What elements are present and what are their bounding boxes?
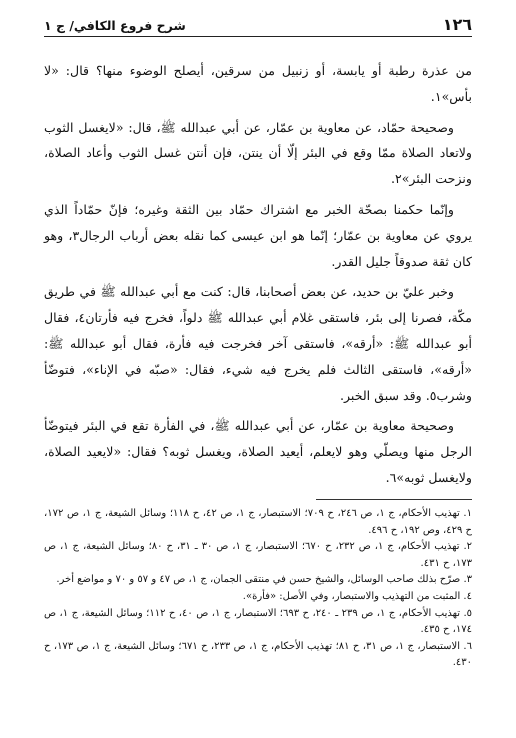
paragraph: وإنّما حكمنا بصحّة الخبر مع اشتراك حمّاد بين الثقة وغيره؛ فإنّ حمّاداً الذي يروي عن معاوية بن عمّار؛ إنّما هو ابن عيسى كما نقله بعض أرباب الرجال٣، وهو كان ثقة صدوقاً جليل القدر. [44,201,472,269]
footnote: ٣. صرّح بذلك صاحب الوسائل، والشيخ حسن في منتقى الجمان، ج ١، ص ٤٧ و ٥٧ و ٧٠ و مواضع أخر. [56,574,472,586]
main-text [44,58,472,496]
footnote: ٦. الاستبصار، ج ١، ص ٣١، ح ٨١؛ تهذيب الأحكام، ج ١، ص ٢٣٣، ح ٦٧١؛ وسائل الشيعة، ج ١، ص ١٧٣، ح ٤٣٠. [44,640,472,669]
footnote: ٥. تهذيب الأحكام، ج ١، ص ٢٣٩ ـ ٢٤٠، ح ٦٩٣؛ الاستبصار، ج ١، ص ٤٠، ح ١١٢؛ وسائل الشيعة، ج ١، ص ١٧٤، ح ٤٣٥. [44,607,472,636]
footnote: ٤. المثبت من التهذيب والاستبصار، وفي الأصل: «فأرة». [242,590,472,602]
running-title: شرح فروع الكافي/ ج ١ [44,18,186,33]
paragraph: وصحيحة معاوية بن عمّار، عن أبي عبدالله ﷺ، في الفأرة تقع في البئر فيتوضّأ الرجل منها ويصلّي وهو لايعلم، أيعيد الصلاة، ويغسل ثوبه؟ فقال: «لايعيد الصلاة، ولايغسل ثوبه»٦. [44,418,472,485]
paragraph: من عذرة رطبة أو يابسة، أو زنبيل من سرقين، أيصلح الوضوء منها؟ قال: «لا بأس»١. [44,63,472,104]
footnote-divider [316,499,472,500]
footnotes [44,506,472,672]
footnote: ٢. تهذيب الأحكام، ج ١، ص ٢٣٢، ح ٦٧٠؛ الاستبصار، ج ١، ص ٣٠ ـ ٣١، ح ٨٠؛ وسائل الشيعة، ج ١، ص ١٧٣، ح ٤٣١. [44,541,472,569]
footnote: ١. تهذيب الأحكام، ج ١، ص ٢٤٦، ح ٧٠٩؛ الاستبصار، ج ١، ص ٤٢، ح ١١٨؛ وسائل الشيعة، ج ١، ص ١٧٢، ح ٤٢٩، وص ١٩٢، ح ٤٩٦. [44,508,472,536]
page-number: ١٢٦ [442,15,472,34]
paragraph: وصحيحة حمّاد، عن معاوية بن عمّار، عن أبي عبدالله ﷺ، قال: «لايغسل الثوب ولاتعاد الصلاة ممّا وقع في البئر إلّا أن ينتن، فإن أنتن غسل الثوب وأعاد الصلاة، ونزحت البئر»٢. [44,119,472,187]
page-header [44,14,472,37]
paragraph: وخبر عليّ بن حديد، عن بعض أصحابنا، قال: كنت مع أبي عبدالله ﷺ في طريق مكّة، فصرنا إلى بئر، فاستقى غلام أبي عبدالله ﷺ دلواً، فخرج فيه فأرتان٤، فقال أبو عبدالله ﷺ: «أرقه»، فاستقى آخر فخرجت فيه فأرة، فقال أبو عبدالله ﷺ: «أرقه»، فاستقى الثالث فلم يخرج فيه شيء، فقال: «صبّه في الإناء»، فتوضّأ وشرب٥. وقد سبق الخبر. [44,284,473,403]
